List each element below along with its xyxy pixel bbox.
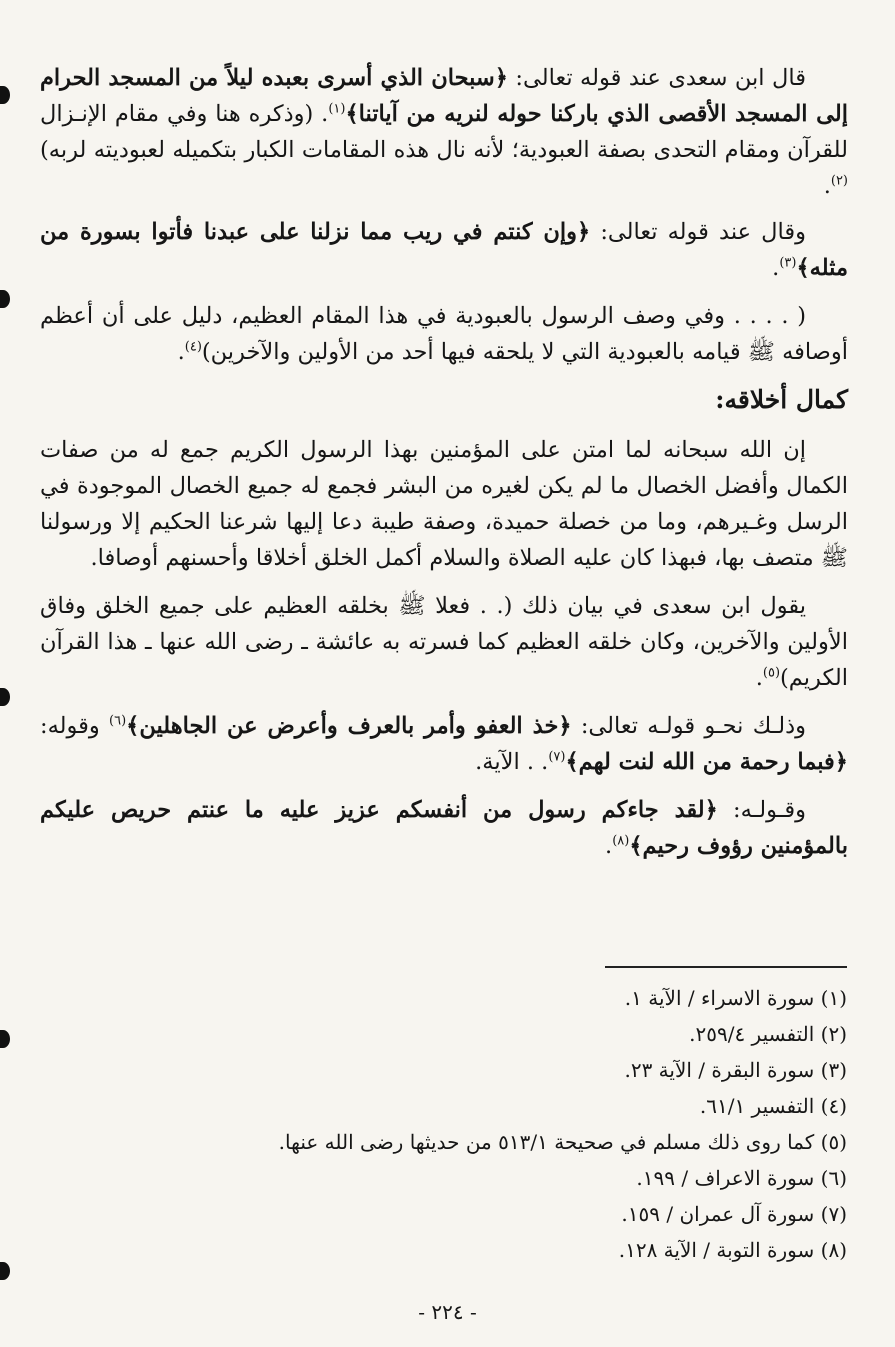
text-run: قال ابن سعدى عند قوله تعالى: xyxy=(507,65,806,91)
text-run: . (وذكره هنا وفي مقام الإنـزال للقرآن ومقام التحدى بصفة العبودية؛ لأنه نال هذه المقامات الكبار بتكميله لعبوديته لربه) xyxy=(40,101,848,163)
footnote-divider xyxy=(605,966,847,968)
quran-verse: ﴿فبما رحمة من الله لنت لهم﴾ xyxy=(565,749,848,775)
binding-mark xyxy=(0,1030,10,1048)
page-number: - ٢٢٤ - xyxy=(418,1300,477,1324)
footnotes xyxy=(47,980,847,1268)
text-run: . xyxy=(177,339,185,365)
text-run: . xyxy=(605,833,613,859)
footnote-ref: (١) xyxy=(328,101,346,117)
text-run: إن الله سبحانه لما امتن على المؤمنين بهذا الرسول الكريم جمع له من صفات الكمال وأفضل الخصال ما لم يكن لغيره من البشر فجمع له جميع الخصال الموجودة في الرسل وغـيرهم، وما من خصلة حميدة، وصفة طيبة دعا إليها شرعنا الحكيم إلا ورسولنا ﷺ متصف بها، فبهذا كان عليه الصلاة والسلام أكمل الخلق أخلاقا وأحسنهم أوصافا. xyxy=(40,437,848,571)
footnote-item: (٥) كما روى ذلك مسلم في صحيحة ٥١٣/١ من حديثها رضى الله عنها. xyxy=(278,1130,847,1154)
text-run: . xyxy=(823,173,831,199)
quran-verse: ﴿لقد جاءكم رسول من أنفسكم عزيز عليه ما عنتم حريص عليكم بالمؤمنين رؤوف رحيم﴾ xyxy=(40,797,848,859)
text-run: ( . . . . وفي وصف الرسول بالعبودية في هذا المقام العظيم، دليل على أن أعظم أوصافه ﷺ قيامه بالعبودية التي لا يلحقه فيها أحد من الأولين والآخرين) xyxy=(40,303,848,365)
text-run: وذلـك نحـو قولـه تعالى: xyxy=(571,713,806,739)
text-run: . xyxy=(772,255,780,281)
paragraph-3 xyxy=(40,298,848,370)
section-heading: كمال أخلاقه: xyxy=(715,385,848,414)
text-run: . . الآية. xyxy=(475,749,549,775)
paragraph-1 xyxy=(40,60,848,204)
footnote-ref: (٤) xyxy=(184,339,202,355)
footnote-ref: (٢) xyxy=(830,173,848,189)
footnote-item: (١) سورة الاسراء / الآية ١. xyxy=(624,986,847,1010)
text-run: وقال عند قوله تعالى: xyxy=(590,219,806,245)
quran-verse: ﴿سبحان الذي أسرى بعبده ليلاً من المسجد الحرام إلى المسجد الأقصى الذي باركنا حوله لنريه من آياتنا﴾ xyxy=(40,65,849,127)
paragraph-6 xyxy=(40,708,848,780)
text-run: . xyxy=(755,665,763,691)
paragraph-2 xyxy=(40,214,848,286)
footnote-ref: (٨) xyxy=(612,833,630,849)
footnote-item: (٦) سورة الاعراف / ١٩٩. xyxy=(636,1166,847,1190)
text-run: يقول ابن سعدى في بيان ذلك (. . فعلا ﷺ بخلقه العظيم على جميع الخلق وفاق الأولين والآخرين، وكان خلقه العظيم كما فسرته به عائشة ـ رضى الله عنها ـ هذا القرآن الكريم) xyxy=(40,593,848,691)
binding-mark xyxy=(0,290,10,308)
footnote-item: (٨) سورة التوبة / الآية ١٢٨. xyxy=(618,1238,847,1262)
paragraph-5 xyxy=(40,588,848,696)
page-body xyxy=(40,60,848,876)
quran-verse: ﴿خذ العفو وأمر بالعرف وأعرض عن الجاهلين﴾ xyxy=(126,713,572,739)
footnote-ref: (٦) xyxy=(109,713,127,729)
text-run: وقـولـه: xyxy=(717,797,806,823)
footnote-item: (٧) سورة آل عمران / ١٥٩. xyxy=(621,1202,847,1226)
footnote-ref: (٥) xyxy=(762,665,781,681)
footnote-item: (٣) سورة البقرة / الآية ٢٣. xyxy=(624,1058,847,1082)
text-run: وقوله: xyxy=(40,713,110,739)
binding-mark xyxy=(0,86,10,104)
binding-mark xyxy=(0,1262,10,1280)
paragraph-7 xyxy=(40,792,848,864)
quran-verse: ﴿وإن كنتم في ريب مما نزلنا على عبدنا فأتوا بسورة من مثله﴾ xyxy=(40,219,848,281)
footnote-ref: (٧) xyxy=(548,749,566,765)
paragraph-4 xyxy=(40,432,848,576)
footnote-item: (٤) التفسير ٦١/١. xyxy=(699,1094,847,1118)
binding-mark xyxy=(0,688,10,706)
footnote-ref: (٣) xyxy=(779,255,797,271)
footnote-item: (٢) التفسير ٢٥٩/٤. xyxy=(689,1022,847,1046)
